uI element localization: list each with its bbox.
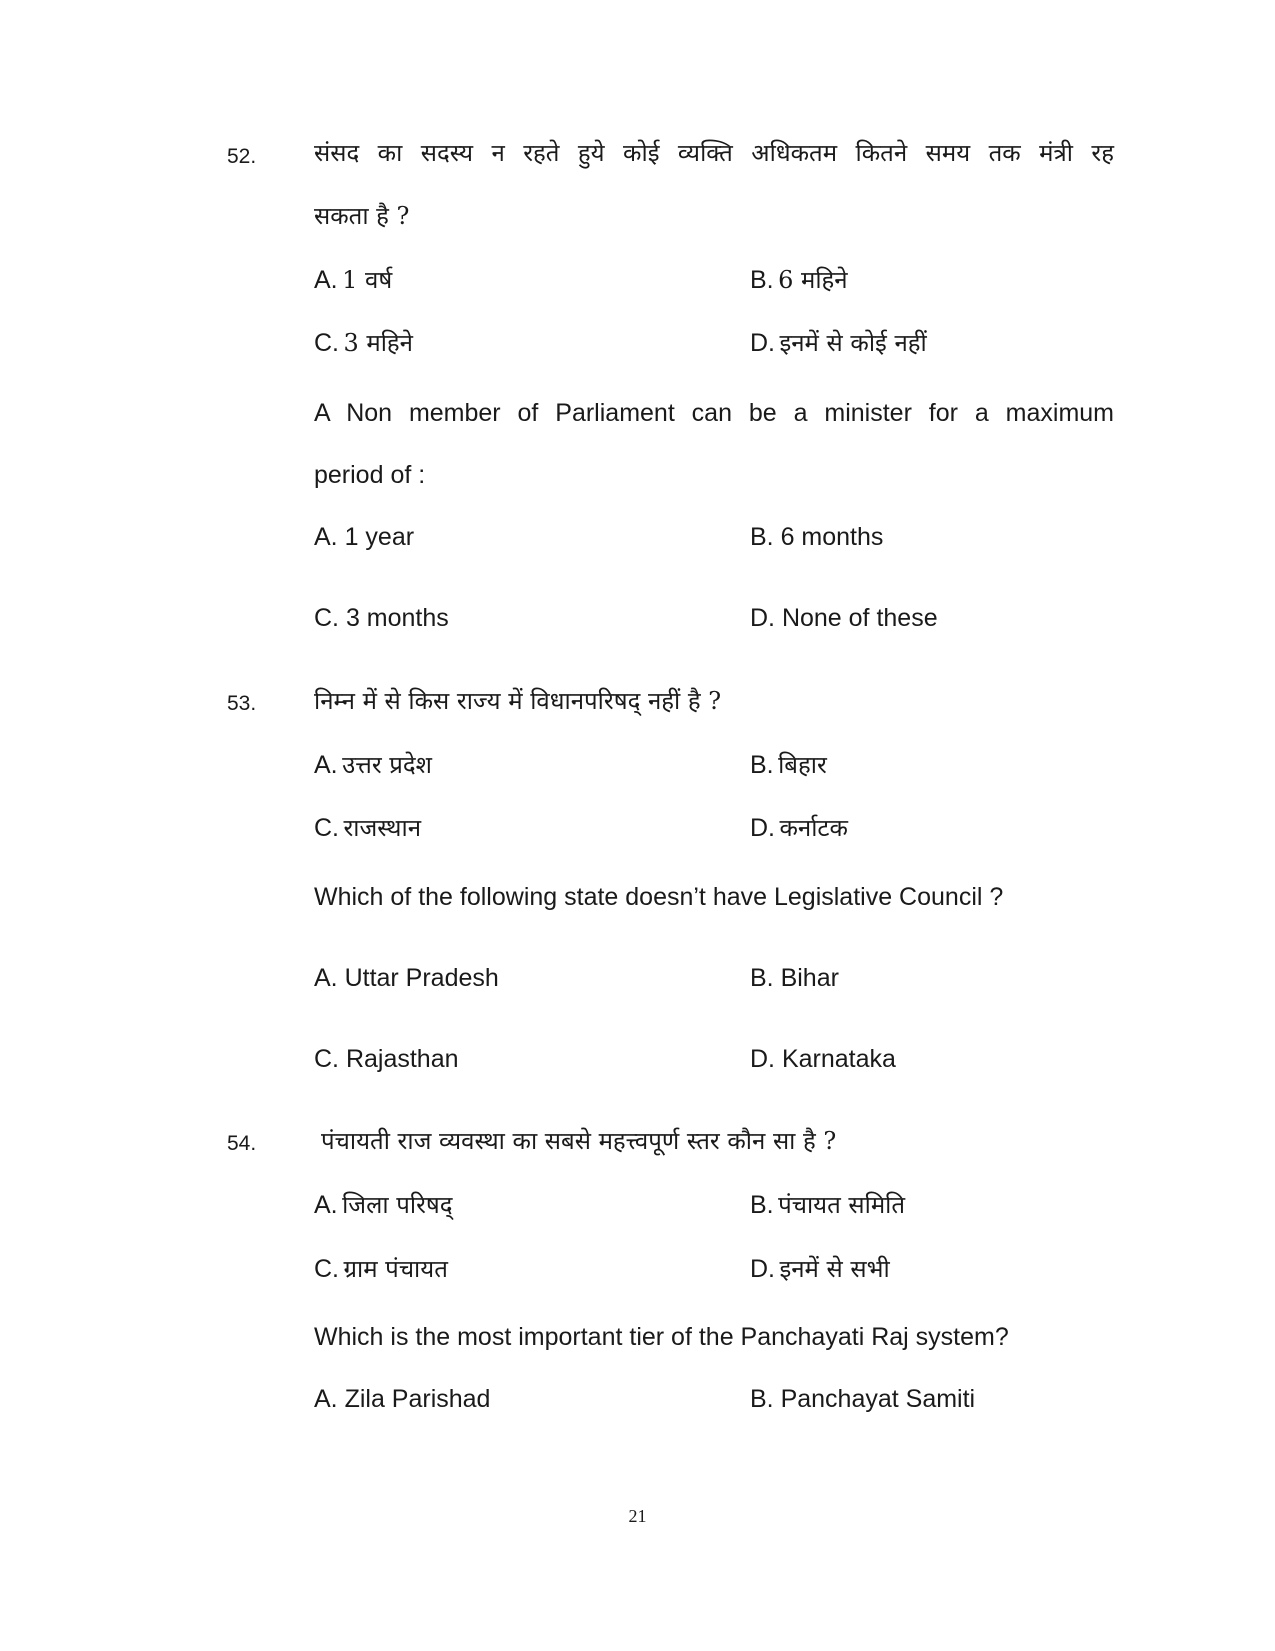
option-text: 1 वर्ष [342, 266, 393, 294]
question-54-hindi: पंचायती राज व्यवस्था का सबसे महत्त्वपूर्ण स्तर कौन सा है ? [321, 1127, 837, 1155]
option-label: A. [314, 1191, 338, 1219]
question-52-english-line1: A Non member of Parliament can be a minister for a maximum [314, 399, 1114, 427]
option-text: राजस्थान [343, 814, 422, 842]
option-label: C. [314, 329, 339, 357]
question-number-52: 52. [227, 145, 257, 168]
option-text: पंचायत समिति [778, 1191, 906, 1219]
question-number-53: 53. [227, 692, 257, 715]
option-label: C. [314, 1255, 339, 1283]
option-text: इनमें से सभी [779, 1255, 890, 1283]
q54-hindi-option-c [314, 1252, 448, 1285]
option-label: A. [314, 266, 338, 294]
option-label: A. [314, 751, 338, 779]
option-text: बिहार [778, 751, 827, 779]
question-52-english-line2: period of : [314, 461, 426, 489]
option-label: D. [750, 1255, 775, 1283]
q53-hindi-option-b [750, 748, 827, 781]
q52-english-option-c: C. 3 months [314, 604, 449, 632]
question-52-hindi-line1: संसद का सदस्य न रहते हुये कोई व्यक्ति अधिकतम कितने समय तक मंत्री रह [314, 139, 1114, 167]
q53-hindi-option-d [750, 811, 848, 844]
option-text: 6 महिने [778, 266, 848, 294]
q53-english-option-a: A. Uttar Pradesh [314, 964, 499, 992]
option-text: ग्राम पंचायत [343, 1255, 448, 1283]
q52-hindi-option-d [750, 326, 927, 359]
option-text: जिला परिषद् [342, 1191, 453, 1219]
question-53-hindi: निम्न में से किस राज्य में विधानपरिषद् नहीं है ? [314, 687, 722, 715]
option-label: B. [750, 266, 774, 294]
q53-english-option-b: B. Bihar [750, 964, 839, 992]
option-text: उत्तर प्रदेश [342, 751, 432, 779]
q53-hindi-option-a [314, 748, 432, 781]
q53-hindi-option-c [314, 811, 421, 844]
page-number: 21 [628, 1506, 647, 1526]
q52-hindi-option-c [314, 326, 413, 359]
q52-hindi-option-a [314, 263, 392, 296]
option-label: D. [750, 814, 775, 842]
q54-hindi-option-d [750, 1252, 890, 1285]
q54-english-option-a: A. Zila Parishad [314, 1385, 491, 1413]
option-label: D. [750, 329, 775, 357]
q52-english-option-a: A. 1 year [314, 523, 415, 551]
q54-hindi-option-a [314, 1188, 453, 1221]
option-label: B. [750, 1191, 774, 1219]
q54-english-option-b: B. Panchayat Samiti [750, 1385, 976, 1413]
q52-english-option-b: B. 6 months [750, 523, 884, 551]
question-number-54: 54. [227, 1132, 257, 1155]
q52-english-option-d: D. None of these [750, 604, 938, 632]
q53-english-option-d: D. Karnataka [750, 1045, 896, 1073]
option-text: कर्नाटक [779, 814, 848, 842]
q53-english-option-c: C. Rajasthan [314, 1045, 459, 1073]
q52-hindi-option-b [750, 263, 848, 296]
option-text: 3 महिने [343, 329, 413, 357]
question-54-english: Which is the most important tier of the Panchayati Raj system? [314, 1323, 1009, 1351]
q54-hindi-option-b [750, 1188, 905, 1221]
question-52-hindi-line2: सकता है ? [314, 202, 410, 230]
option-label: C. [314, 814, 339, 842]
option-text: इनमें से कोई नहीं [779, 329, 927, 357]
option-label: B. [750, 751, 774, 779]
question-53-english: Which of the following state doesn’t have Legislative Council ? [314, 883, 1004, 911]
